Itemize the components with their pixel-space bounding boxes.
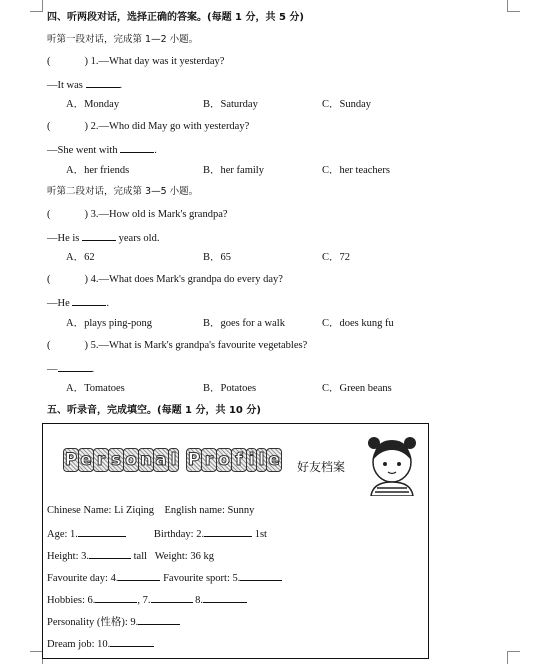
personal-profile-box [42,423,429,659]
blank-1[interactable] [78,526,126,537]
age-birthday-line: Age: 1. Birthday: 2. 1st [47,526,267,542]
profile-title-letter: n [139,450,153,470]
question-4: ( ) 4.—What does Mark's grandpa do every day? [47,274,283,285]
option-4a[interactable]: A．plays ping-pong [66,318,153,329]
dream-job-line: Dream job: 10. [47,636,154,652]
girl-avatar-icon [363,430,421,496]
blank-10[interactable] [110,636,154,647]
answer-blank-3[interactable] [82,230,116,241]
answer-blank-4[interactable] [72,295,106,306]
answer-blank-1[interactable] [86,77,120,88]
profile-title-letter: e [78,448,94,472]
option-1c[interactable]: C．Sunday [322,99,372,110]
profile-title-letter: s [108,448,124,472]
question-2: ( ) 2.—Who did May go with yesterday? [47,121,250,132]
blank-5[interactable] [240,570,282,581]
answer-line-1: —It was . [47,77,122,93]
height-weight-line: Height: 3. tall Weight: 36 kg [47,548,214,564]
crop-mark-top-left [30,0,43,12]
blank-8[interactable] [203,592,247,603]
blank-6[interactable] [95,592,137,603]
blank-4[interactable] [118,570,160,581]
section5-heading: 五、听录音，完成填空。(每题 1 分，共 10 分) [47,405,261,416]
profile-label-cn: 好友档案 [297,460,346,474]
favourite-line: Favourite day: 4. Favourite sport: 5. [47,570,282,586]
profile-title-letter: P [64,450,78,470]
section4-heading: 四、听两段对话，选择正确的答案。(每题 1 分，共 5 分) [47,12,304,23]
option-1a[interactable]: A．Monday [66,99,120,110]
answer-blank-2[interactable] [120,142,154,153]
answer-line-4: —He . [47,295,109,311]
dialog1-intro: 听第一段对话，完成第 1—2 小题。 [47,34,199,45]
hobbies-line: Hobbies: 6. , 7. 8. [47,592,247,608]
profile-title-letter: P [187,450,201,470]
option-5c[interactable]: C．Green beans [322,383,392,394]
option-3b[interactable]: B．65 [203,252,232,263]
option-5b[interactable]: B．Potatoes [203,383,257,394]
blank-3[interactable] [89,548,131,559]
option-4b[interactable]: B．goes for a walk [203,318,285,329]
profile-title-letter: r [201,448,217,472]
personality-line: Personality (性格): 9. [47,614,180,630]
profile-title-letter: o [123,448,139,472]
profile-title-letter: a [153,448,169,472]
profile-title-letter: i [246,448,257,472]
option-1b[interactable]: B．Saturday [203,99,258,110]
blank-7[interactable] [151,592,193,603]
question-3: ( ) 3.—How old is Mark's grandpa? [47,209,228,220]
name-line: Chinese Name: Li Ziqing English name: Sunny [47,505,255,516]
profile-title-letter: f [231,448,247,472]
profile-title-letter: l [168,448,179,472]
option-3c[interactable]: C．72 [322,252,351,263]
profile-title-letter: l [256,448,267,472]
option-2a[interactable]: A．her friends [66,165,130,176]
question-1: ( ) 1.—What day was it yesterday? [47,56,225,67]
option-4c[interactable]: C．does kung fu [322,318,394,329]
answer-line-5: — . [47,361,94,377]
profile-title-letter: e [266,448,282,472]
answer-line-2: —She went with . [47,142,157,158]
option-3a[interactable]: A．62 [66,252,95,263]
crop-mark-top-right [507,0,520,12]
question-5: ( ) 5.—What is Mark's grandpa's favourite vegetables? [47,340,308,351]
answer-line-3: —He is years old. [47,230,159,246]
profile-title-letter: r [93,448,109,472]
option-5a[interactable]: A．Tomatoes [66,383,125,394]
blank-9[interactable] [138,614,180,625]
profile-title-letter: o [216,448,232,472]
crop-mark-bottom-right [507,651,520,664]
blank-2[interactable] [204,526,252,537]
answer-blank-5[interactable] [58,361,92,372]
option-2c[interactable]: C．her teachers [322,165,390,176]
dialog2-intro: 听第二段对话，完成第 3—5 小题。 [47,186,199,197]
option-2b[interactable]: B．her family [203,165,264,176]
